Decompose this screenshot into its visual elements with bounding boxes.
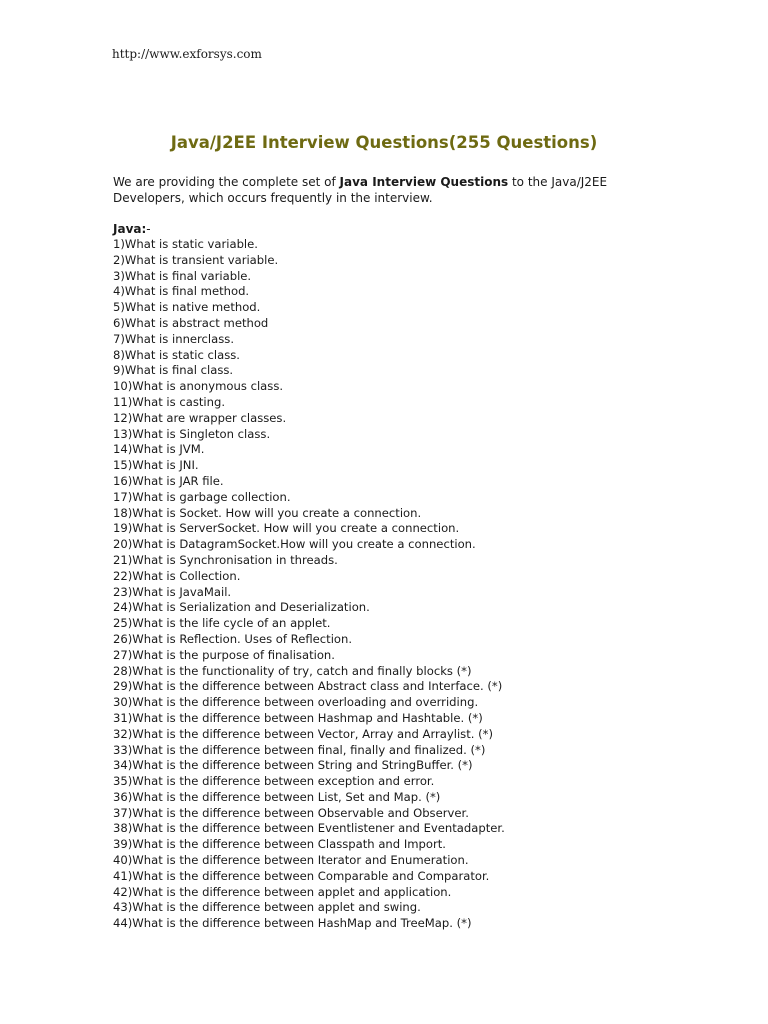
section-heading-label: Java:: [113, 222, 147, 236]
question-item: 34)What is the difference between String and StringBuffer. (*): [113, 758, 473, 773]
question-item: 29)What is the difference between Abstract class and Interface. (*): [113, 679, 503, 694]
question-list: [113, 237, 713, 932]
question-item: 11)What is casting.: [113, 394, 226, 409]
question-item: 12)What are wrapper classes.: [113, 410, 287, 425]
question-item: 38)What is the difference between Eventlistener and Eventadapter.: [113, 821, 505, 836]
question-item: 13)What is Singleton class.: [113, 426, 271, 441]
question-item: 10)What is anonymous class.: [113, 379, 284, 394]
question-item: 22)What is Collection.: [113, 568, 241, 583]
question-item: 24)What is Serialization and Deserialization.: [113, 600, 370, 615]
section-heading-suffix: -: [146, 222, 151, 236]
question-item: 28)What is the functionality of try, catch and finally blocks (*): [113, 663, 472, 678]
question-item: 39)What is the difference between Classpath and Import.: [113, 837, 446, 852]
question-item: 19)What is ServerSocket. How will you create a connection.: [113, 521, 460, 536]
question-item: 26)What is Reflection. Uses of Reflection.: [113, 631, 353, 646]
question-item: 20)What is DatagramSocket.How will you create a connection.: [113, 537, 476, 552]
question-item: 30)What is the difference between overloading and overriding.: [113, 695, 479, 710]
question-item: 32)What is the difference between Vector, Array and Arraylist. (*): [113, 726, 493, 741]
question-item: 17)What is garbage collection.: [113, 489, 291, 504]
question-item: 15)What is JNI.: [113, 458, 199, 473]
question-item: 23)What is JavaMail.: [113, 584, 232, 599]
question-item: 5)What is native method.: [113, 300, 261, 315]
question-item: 43)What is the difference between applet and swing.: [113, 900, 421, 915]
question-item: 44)What is the difference between HashMap and TreeMap. (*): [113, 916, 472, 931]
question-item: 3)What is final variable.: [113, 268, 252, 283]
source-url: http://www.exforsys.com: [112, 47, 262, 61]
question-item: 1)What is static variable.: [113, 237, 258, 251]
question-item: 27)What is the purpose of finalisation.: [113, 647, 335, 662]
section-heading-java: [113, 222, 151, 236]
question-item: 21)What is Synchronisation in threads.: [113, 552, 338, 567]
question-item: 37)What is the difference between Observable and Observer.: [113, 805, 469, 820]
question-item: 42)What is the difference between applet and application.: [113, 884, 452, 899]
question-item: 6)What is abstract method: [113, 315, 269, 330]
question-item: 33)What is the difference between final, finally and finalized. (*): [113, 742, 486, 757]
question-item: 31)What is the difference between Hashmap and Hashtable. (*): [113, 710, 483, 725]
intro-text-bold: Java Interview Questions: [339, 175, 509, 189]
question-item: 7)What is innerclass.: [113, 331, 235, 346]
question-item: 8)What is static class.: [113, 347, 240, 362]
intro-text-after: to the Java/J2EE Developers, which occurs frequently in the interview.: [113, 175, 608, 205]
question-item: 16)What is JAR file.: [113, 473, 224, 488]
question-item: 4)What is final method.: [113, 284, 250, 299]
question-item: 9)What is final class.: [113, 363, 234, 378]
question-item: 25)What is the life cycle of an applet.: [113, 616, 331, 631]
question-item: 18)What is Socket. How will you create a connection.: [113, 505, 422, 520]
question-item: 35)What is the difference between exception and error.: [113, 774, 435, 789]
intro-paragraph: [113, 174, 673, 206]
question-item: 40)What is the difference between Iterator and Enumeration.: [113, 853, 469, 868]
question-item: 41)What is the difference between Comparable and Comparator.: [113, 868, 490, 883]
intro-text-before: We are providing the complete set of: [113, 175, 340, 189]
page-title: Java/J2EE Interview Questions(255 Questions): [170, 133, 598, 152]
question-item: 2)What is transient variable.: [113, 252, 279, 267]
question-item: 36)What is the difference between List, Set and Map. (*): [113, 789, 441, 804]
question-item: 14)What is JVM.: [113, 442, 205, 457]
